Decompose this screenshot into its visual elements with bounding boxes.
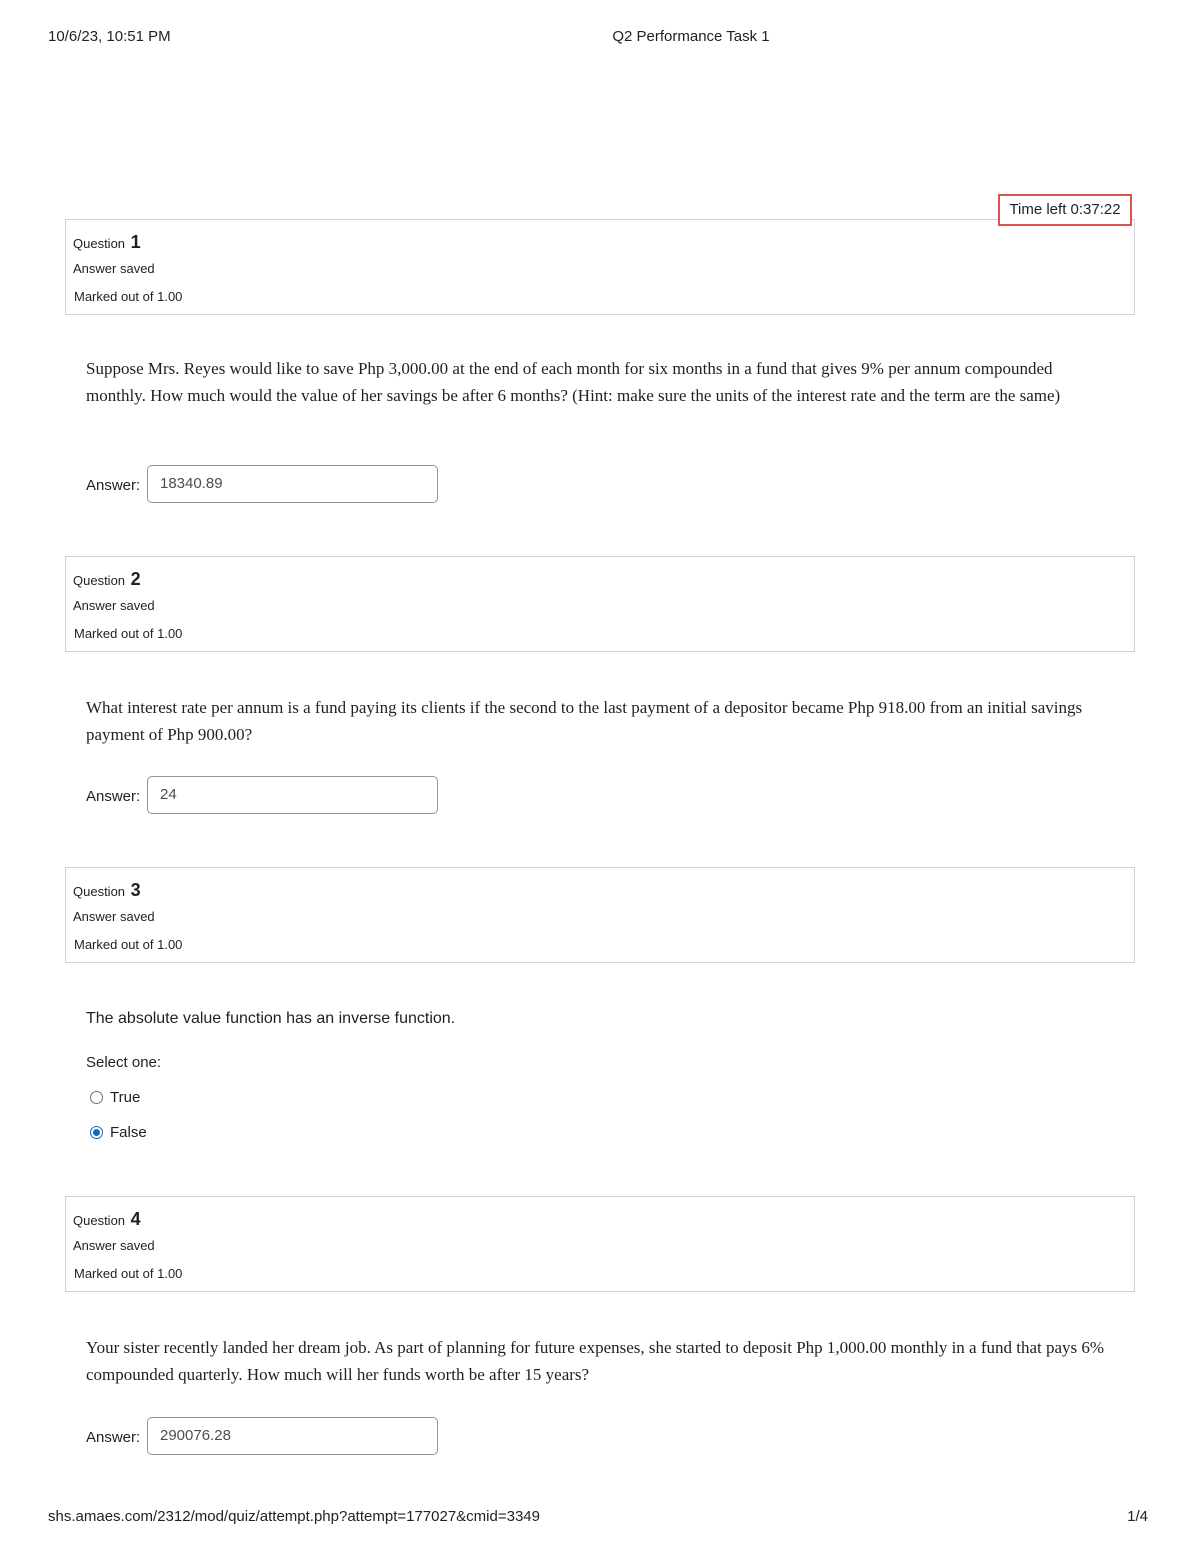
question-label: Question [73, 236, 126, 251]
radio-true[interactable] [90, 1091, 103, 1104]
question-number-value: 2 [130, 569, 141, 589]
question-grade: Marked out of 1.00 [74, 289, 183, 304]
option-label: True [110, 1089, 141, 1106]
answer-input-2[interactable]: 24 [147, 776, 438, 814]
answer-input-4[interactable]: 290076.28 [147, 1417, 438, 1455]
question-text-3: The absolute value function has an inverse function. [86, 1010, 456, 1027]
question-grade: Marked out of 1.00 [74, 626, 183, 641]
answer-input-1[interactable]: 18340.89 [147, 465, 438, 503]
question-state: Answer saved [73, 1238, 155, 1253]
question-info-2 [65, 556, 1135, 652]
question-grade: Marked out of 1.00 [74, 1266, 183, 1281]
question-state: Answer saved [73, 261, 155, 276]
question-state: Answer saved [73, 598, 155, 613]
question-number [73, 569, 141, 590]
question-info-1 [65, 219, 1135, 315]
question-info-3 [65, 867, 1135, 963]
question-text-2: What interest rate per annum is a fund paying its clients if the second to the last payment of a depositor became Php 918.00 from an initial savings payment of Php 900.00? [86, 698, 1083, 744]
print-datetime: 10/6/23, 10:51 PM [48, 28, 171, 45]
quiz-timer: Time left 0:37:22 [998, 194, 1132, 226]
question-number-value: 4 [130, 1209, 141, 1229]
question-number-value: 1 [130, 232, 141, 252]
question-label: Question [73, 884, 126, 899]
option-label: False [110, 1124, 147, 1141]
answer-label: Answer: [86, 1429, 141, 1446]
question-text-1: Suppose Mrs. Reyes would like to save Php 3,000.00 at the end of each month for six months in a fund that gives 9% per annum compounded monthly. How much would the value of her savings be after 6 months? (Hint: make sure the units of the interest rate and the term are the same) [86, 359, 1061, 405]
print-url: shs.amaes.com/2312/mod/quiz/attempt.php?attempt=177027&cmid=3349 [48, 1508, 540, 1525]
question-text-4: Your sister recently landed her dream job. As part of planning for future expenses, she started to deposit Php 1,000.00 monthly in a fund that pays 6% compounded quarterly. How much will her funds worth be after 15 years? [86, 1338, 1105, 1384]
radio-false[interactable] [90, 1126, 103, 1139]
question-number [73, 232, 141, 253]
answer-label: Answer: [86, 788, 141, 805]
answer-label: Answer: [86, 477, 141, 494]
question-grade: Marked out of 1.00 [74, 937, 183, 952]
question-number-value: 3 [130, 880, 141, 900]
question-number [73, 1209, 141, 1230]
question-label: Question [73, 573, 126, 588]
question-state: Answer saved [73, 909, 155, 924]
print-page-title: Q2 Performance Task 1 [612, 28, 770, 45]
select-one-prompt: Select one: [86, 1054, 162, 1071]
question-label: Question [73, 1213, 126, 1228]
question-number [73, 880, 141, 901]
print-page-number: 1/4 [1127, 1508, 1148, 1525]
question-info-4 [65, 1196, 1135, 1292]
